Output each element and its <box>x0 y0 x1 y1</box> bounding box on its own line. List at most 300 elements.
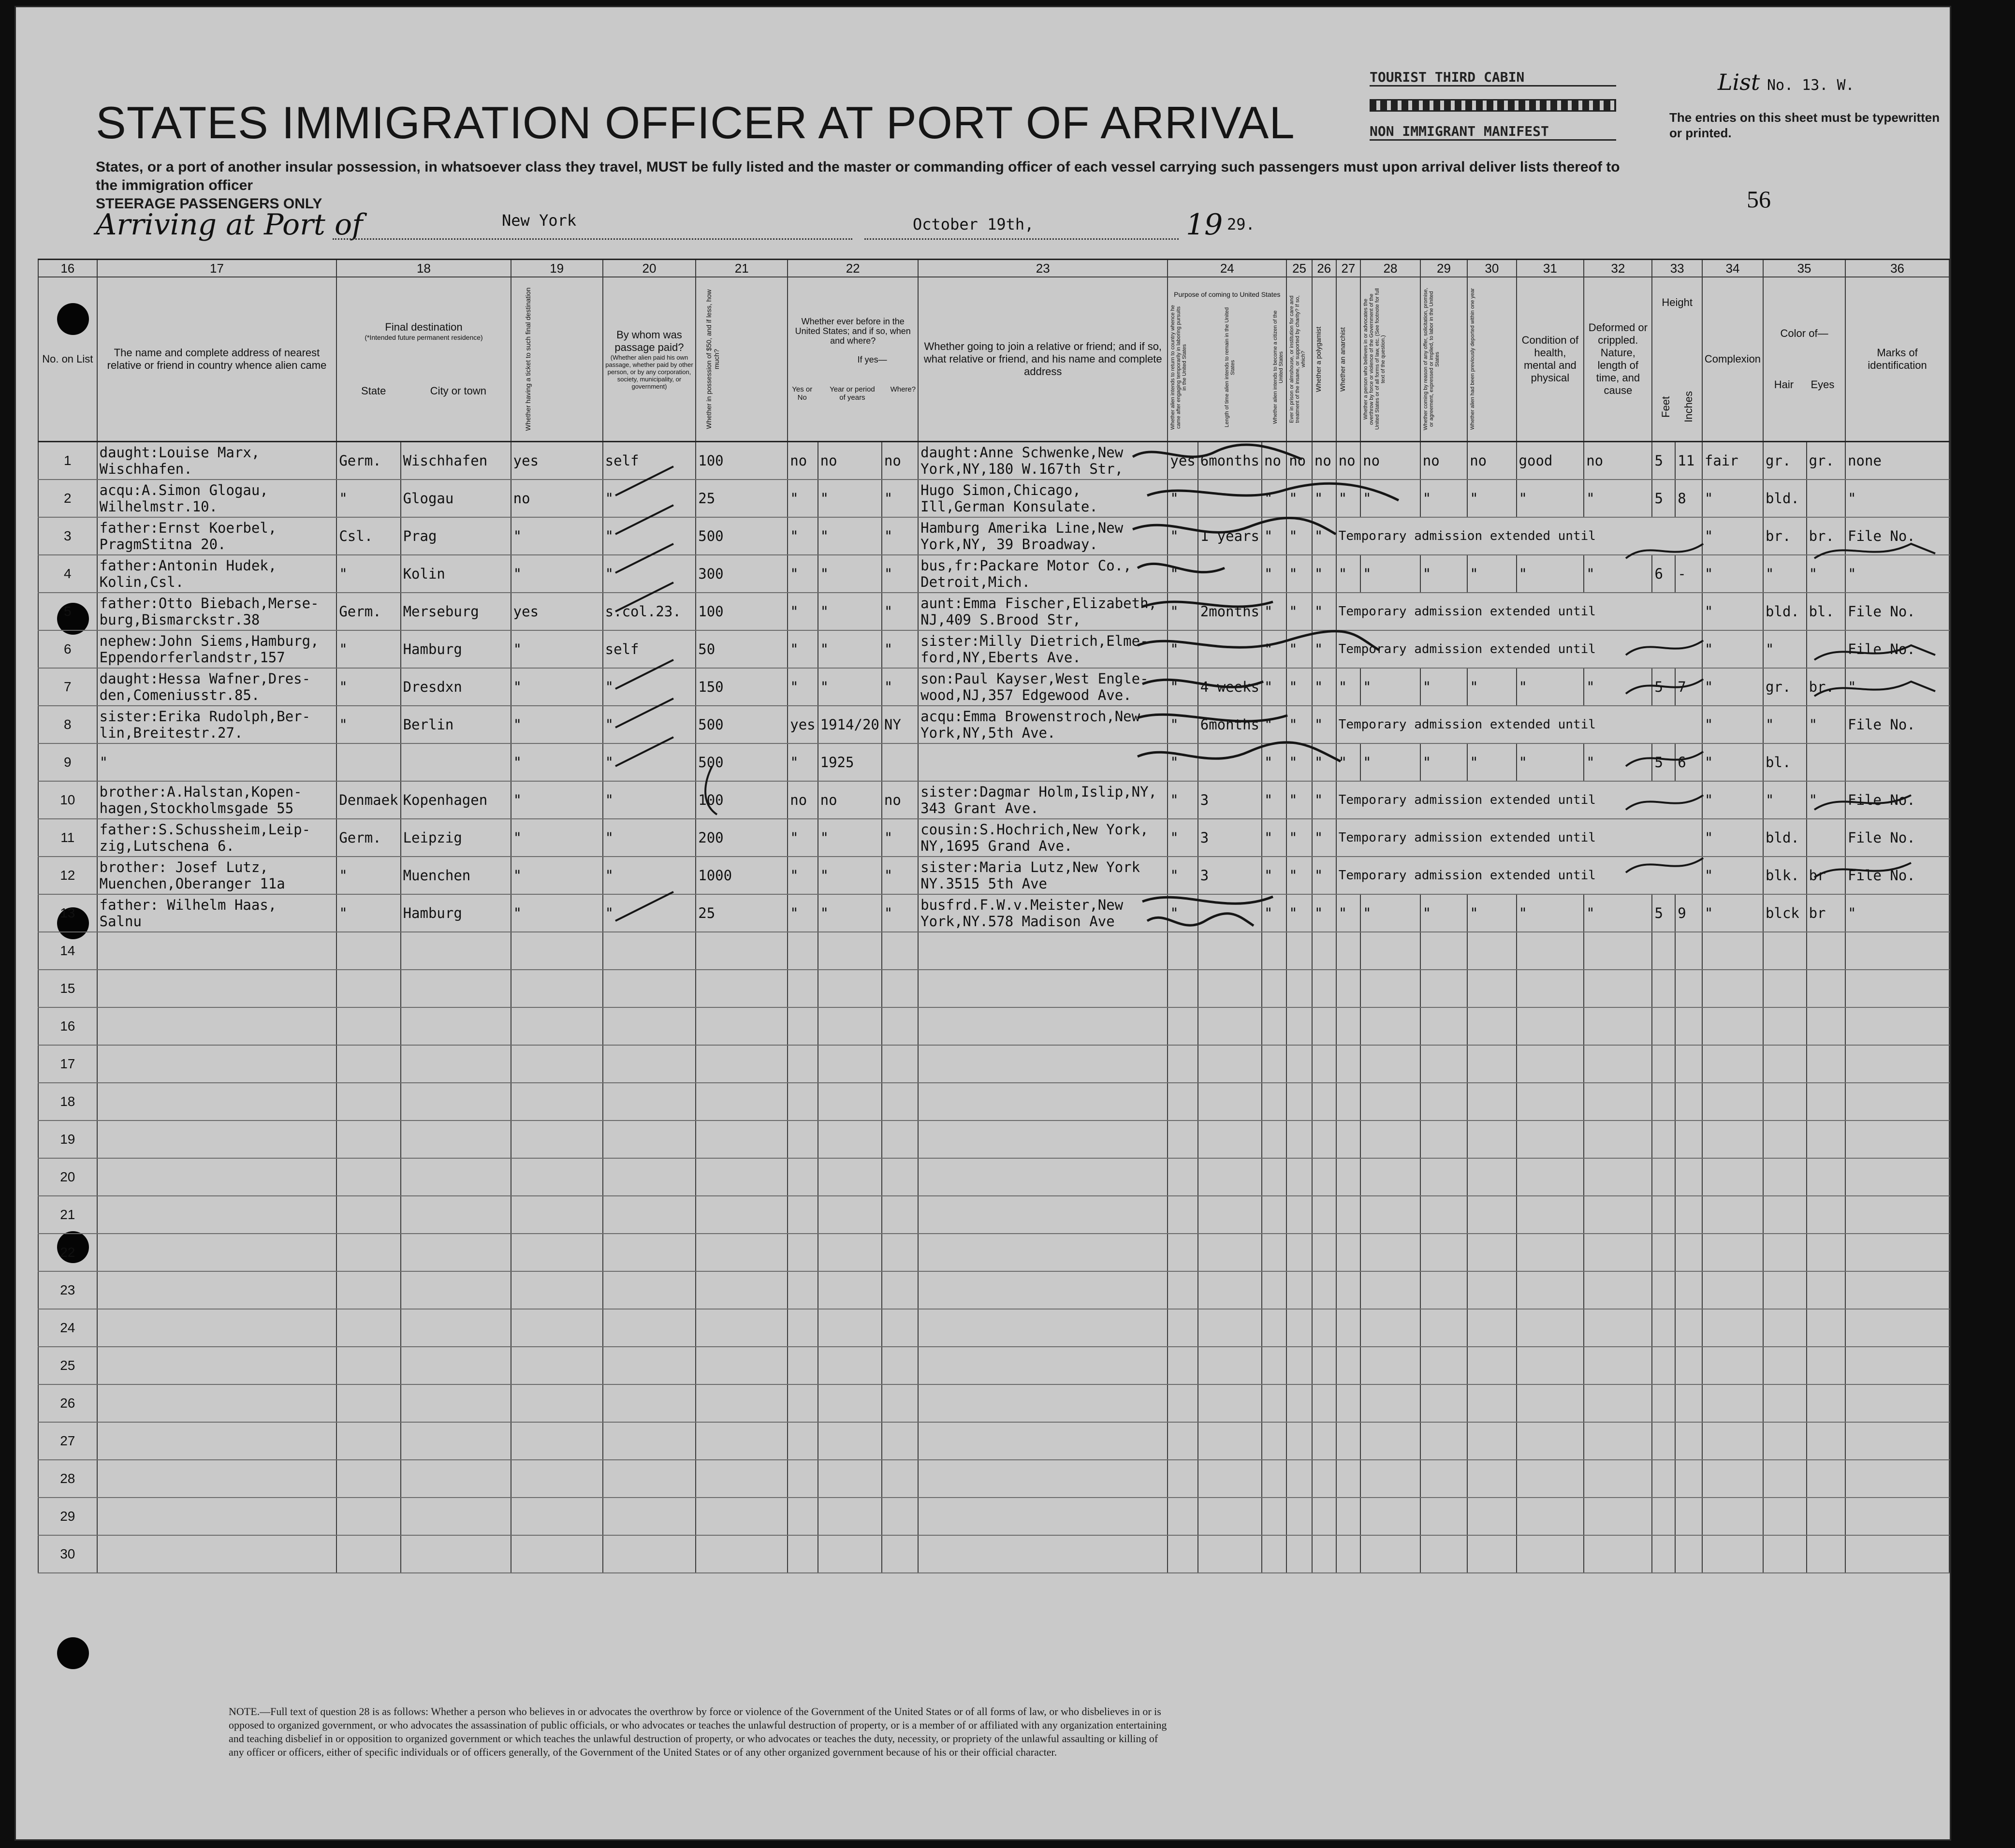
inches-value: - <box>1678 566 1686 582</box>
deformed-cell <box>1584 442 1652 480</box>
len-value: 6months <box>1200 452 1259 469</box>
row-number: 19 <box>38 1120 97 1158</box>
year-value: " <box>820 490 829 507</box>
feet-cell <box>1652 480 1675 517</box>
handwritten-annotations <box>1128 437 1418 960</box>
complexion-value: " <box>1704 603 1713 620</box>
offer-value: no <box>1422 452 1440 469</box>
table-row <box>38 1158 1949 1196</box>
dep-value: no <box>1470 452 1487 469</box>
row-number: 20 <box>38 1158 97 1196</box>
paid-value: " <box>605 905 614 921</box>
eyes-value: br <box>1809 905 1826 921</box>
city-value: Hamburg <box>403 905 462 921</box>
state-cell <box>336 706 400 743</box>
relative-cell: father:S.Schussheim,Leip- zig,Lutschena 6. <box>97 819 337 857</box>
cit-value: " <box>1264 867 1273 884</box>
inches-value: 8 <box>1678 490 1686 507</box>
anar-value: " <box>1338 566 1347 582</box>
anar-value: " <box>1338 679 1347 695</box>
dep-value: " <box>1470 905 1478 921</box>
complexion-value: " <box>1704 490 1713 507</box>
col-height: Height Feet Inches <box>1652 277 1702 442</box>
hair-value: " <box>1766 792 1774 808</box>
money-value: 200 <box>698 829 724 846</box>
prison-value: " <box>1289 867 1298 884</box>
health-cell <box>1517 668 1584 706</box>
city-value: Kolin <box>403 566 445 582</box>
year-suffix: 29. <box>1227 215 1255 233</box>
anar-value: no <box>1338 452 1356 469</box>
eyes-value: br <box>1809 867 1826 884</box>
where-value: " <box>884 867 893 884</box>
eyes-value: " <box>1809 566 1818 582</box>
marks-value: File No. <box>1848 716 1915 733</box>
joining-cell: bus,fr:Packare Motor Co., Detroit,Mich. <box>918 555 1168 593</box>
row-number: 18 <box>38 1083 97 1120</box>
state-cell <box>336 781 400 819</box>
col-complexion: Complexion <box>1702 277 1763 442</box>
prison-value: " <box>1289 490 1298 507</box>
year-cell <box>818 743 882 781</box>
extension-cell: Temporary admission extended until <box>1336 819 1702 857</box>
money-value: 100 <box>698 452 724 469</box>
ret-value: yes <box>1170 452 1196 469</box>
year-value: " <box>820 829 829 846</box>
health-cell <box>1517 743 1584 781</box>
ret-value: " <box>1170 905 1179 921</box>
city-value: Prag <box>403 528 437 544</box>
ret-value: " <box>1170 754 1179 771</box>
joining-cell: sister:Milly Dietrich,Elme- ford,NY,Eberts Ave. <box>918 630 1168 668</box>
col-overthrow: Whether a person who believes in or advocates the overthrow by force or violence of the Government of the United States or of all forms of law, etc. (See footnote for full text of the question.) <box>1360 277 1420 442</box>
row-number: 4 <box>38 555 97 593</box>
extension-cell: Temporary admission extended until <box>1336 517 1702 555</box>
poly-value: " <box>1314 829 1323 846</box>
inches-value: 9 <box>1678 905 1686 921</box>
ever-value: " <box>790 754 799 771</box>
over-value: " <box>1363 490 1372 507</box>
dep-value: " <box>1470 754 1478 771</box>
feet-value: 6 <box>1654 566 1663 582</box>
relative-cell: father:Antonin Hudek, Kolin,Csl. <box>97 555 337 593</box>
table-row <box>38 970 1949 1007</box>
row-number: 25 <box>38 1347 97 1384</box>
joining-cell: cousin:S.Hochrich,New York, NY,1695 Grand Ave. <box>918 819 1168 857</box>
len-value: 3 <box>1200 867 1209 884</box>
marks-value: File No. <box>1848 528 1915 544</box>
row-number: 13 <box>38 894 97 932</box>
year-cell <box>818 442 882 480</box>
eyes-value: gr. <box>1809 452 1834 469</box>
ret-value: " <box>1170 792 1179 808</box>
ever-value: " <box>790 905 799 921</box>
offer-cell <box>1420 668 1467 706</box>
joining-cell: aunt:Emma Fischer,Elizabeth, NJ,409 S.Brood Str, <box>918 593 1168 630</box>
anar-value: " <box>1338 490 1347 507</box>
city-cell <box>401 555 511 593</box>
ever-value: " <box>790 490 799 507</box>
row-number: 14 <box>38 932 97 970</box>
deformed-value: " <box>1586 490 1595 507</box>
offer-cell <box>1420 442 1467 480</box>
marks-value: File No. <box>1848 641 1915 657</box>
ticket-cell <box>511 630 603 668</box>
where-value: " <box>884 603 893 620</box>
complexion-value: " <box>1704 641 1713 657</box>
health-value: " <box>1519 566 1528 582</box>
state-value: " <box>339 641 348 657</box>
table-row <box>38 1384 1949 1422</box>
col-color-of: Color of— Hair Eyes <box>1763 277 1845 442</box>
ret-value: " <box>1170 528 1179 544</box>
row-number: 1 <box>38 442 97 480</box>
len-value: 6months <box>1200 716 1259 733</box>
year-cell <box>818 819 882 857</box>
file-number-strokes <box>1621 534 1950 902</box>
ever-value: yes <box>790 716 816 733</box>
cit-value: no <box>1264 452 1281 469</box>
anar-value: " <box>1338 754 1347 771</box>
table-row <box>38 442 1949 480</box>
dep-cell <box>1467 743 1516 781</box>
poly-value: " <box>1314 679 1323 695</box>
eyes-value: br. <box>1809 528 1834 544</box>
year-cell <box>818 894 882 932</box>
paid-value: self <box>605 452 639 469</box>
where-cell <box>882 555 918 593</box>
over-value: " <box>1363 754 1372 771</box>
city-value: Dresdxn <box>403 679 462 695</box>
health-cell <box>1517 442 1584 480</box>
complexion-value: " <box>1704 716 1713 733</box>
state-cell <box>336 517 400 555</box>
money-value: 1000 <box>698 867 732 884</box>
city-cell <box>401 668 511 706</box>
row-number: 11 <box>38 819 97 857</box>
row-number: 24 <box>38 1309 97 1347</box>
marks-value: " <box>1848 679 1856 695</box>
col-final-destination: Final destination (*Intended future permanent residence) State City or town <box>336 277 511 442</box>
row-number: 7 <box>38 668 97 706</box>
complexion-value: " <box>1704 867 1713 884</box>
year-value: " <box>820 905 829 921</box>
year-prefix: 19 <box>1186 208 1223 242</box>
city-value: Kopenhagen <box>403 792 488 808</box>
eyes-value: bl. <box>1809 603 1834 620</box>
where-value: " <box>884 905 893 921</box>
dep-value: " <box>1470 490 1478 507</box>
eyes-cell <box>1807 480 1845 517</box>
extension-cell: Temporary admission extended until <box>1336 630 1702 668</box>
deformed-value: " <box>1586 754 1595 771</box>
paid-value: " <box>605 490 614 507</box>
ticket-value: " <box>513 716 522 733</box>
ret-value: " <box>1170 490 1179 507</box>
city-cell <box>401 706 511 743</box>
prison-value: " <box>1289 905 1298 921</box>
relative-cell: brother: Josef Lutz, Muenchen,Oberanger 11a <box>97 857 337 894</box>
paid-value: " <box>605 566 614 582</box>
prison-value: " <box>1289 566 1298 582</box>
table-row <box>38 1347 1949 1384</box>
ever-value: " <box>790 829 799 846</box>
ever-value: " <box>790 867 799 884</box>
year-cell <box>818 630 882 668</box>
hair-value: " <box>1766 641 1774 657</box>
year-value: 1925 <box>820 754 854 771</box>
ticket-cell <box>511 668 603 706</box>
len-value: 3 <box>1200 829 1209 846</box>
joining-cell: sister:Maria Lutz,New York NY.3515 5th Ave <box>918 857 1168 894</box>
health-value: " <box>1519 754 1528 771</box>
table-row <box>38 1271 1949 1309</box>
row-number: 5 <box>38 593 97 630</box>
anar-value: " <box>1338 905 1347 921</box>
city-cell <box>401 894 511 932</box>
paid-value: " <box>605 754 614 771</box>
ever-value: " <box>790 566 799 582</box>
relative-cell: sister:Erika Rudolph,Ber- lin,Breitestr.27. <box>97 706 337 743</box>
where-cell <box>882 743 918 781</box>
ret-value: " <box>1170 829 1179 846</box>
date-value: October 19th, <box>913 215 1034 233</box>
table-row <box>38 1196 1949 1234</box>
where-cell <box>882 781 918 819</box>
where-value: " <box>884 528 893 544</box>
marks-cell <box>1845 480 1949 517</box>
complexion-value: " <box>1704 829 1713 846</box>
col-prison: Ever in prison or almshouse, or institution for care and treatment of the insane, or supported by charity? If so, which? <box>1286 277 1312 442</box>
year-value: " <box>820 566 829 582</box>
prison-value: " <box>1289 792 1298 808</box>
year-cell <box>818 480 882 517</box>
state-value: " <box>339 679 348 695</box>
complexion-cell <box>1702 480 1763 517</box>
col-deformed: Deformed or crippled. Nature, length of time, and cause <box>1584 277 1652 442</box>
prison-value: no <box>1289 452 1306 469</box>
ever-value: no <box>790 792 807 808</box>
money-value: 300 <box>698 566 724 582</box>
eyes-value: br. <box>1809 679 1834 695</box>
hair-value: bld. <box>1766 829 1799 846</box>
row-number: 28 <box>38 1460 97 1498</box>
len-value: 4 weeks <box>1200 679 1259 695</box>
year-value: " <box>820 603 829 620</box>
offer-value: " <box>1422 566 1431 582</box>
col-purpose: Purpose of coming to United States Whether alien intends to return to country whence he came after engaging temporarily in laboring pursuits in the United States Length of time alien intends to remain in the United States Whether alien intends to become a citizen of the United States <box>1168 277 1286 442</box>
prison-value: " <box>1289 528 1298 544</box>
col-health: Condition of health, mental and physical <box>1517 277 1584 442</box>
marks-value: File No. <box>1848 792 1915 808</box>
relative-cell: brother:A.Halstan,Kopen- hagen,Stockholmsgade 55 <box>97 781 337 819</box>
table-row <box>38 1460 1949 1498</box>
table-row <box>38 1007 1949 1045</box>
len-value: 3 <box>1200 792 1209 808</box>
deformed-value: " <box>1586 905 1595 921</box>
poly-value: " <box>1314 566 1323 582</box>
prison-value: " <box>1289 603 1298 620</box>
year-value: 1914/20 <box>820 716 879 733</box>
year-value: " <box>820 679 829 695</box>
health-cell <box>1517 555 1584 593</box>
ticket-value: " <box>513 528 522 544</box>
joining-cell: busfrd.F.W.v.Meister,New York,NY.578 Madison Ave <box>918 894 1168 932</box>
ticket-cell <box>511 819 603 857</box>
city-cell <box>401 517 511 555</box>
joining-cell: acqu:Emma Browenstroch,New York,NY,5th Ave. <box>918 706 1168 743</box>
city-cell <box>401 593 511 630</box>
city-cell <box>401 857 511 894</box>
deformed-cell <box>1584 480 1652 517</box>
state-value: " <box>339 905 348 921</box>
money-value: 500 <box>698 716 724 733</box>
prison-value: " <box>1289 754 1298 771</box>
where-value: " <box>884 679 893 695</box>
where-value: no <box>884 792 901 808</box>
inches-cell <box>1675 480 1702 517</box>
where-cell <box>882 668 918 706</box>
ticket-cell <box>511 894 603 932</box>
deformed-value: no <box>1586 452 1604 469</box>
marks-value: File No. <box>1848 603 1915 620</box>
relative-cell: daught:Hessa Wafner,Dres- den,Comeniusstr.85. <box>97 668 337 706</box>
where-cell <box>882 630 918 668</box>
poly-value: " <box>1314 754 1323 771</box>
ticket-value: " <box>513 792 522 808</box>
feet-cell <box>1652 442 1675 480</box>
form-title: STATES IMMIGRATION OFFICER AT PORT OF ARRIVAL <box>96 97 1295 148</box>
col-anarchist: Whether an anarchist <box>1336 277 1360 442</box>
where-cell <box>882 857 918 894</box>
deformed-value: " <box>1586 679 1595 695</box>
year-value: " <box>820 528 829 544</box>
offer-value: " <box>1422 754 1431 771</box>
where-cell <box>882 517 918 555</box>
col-nearest-relative: The name and complete address of nearest relative or friend in country whence alien came <box>97 277 337 442</box>
inches-cell <box>1675 442 1702 480</box>
inches-value: 11 <box>1678 452 1695 469</box>
list-number: No. 13. W. <box>1767 77 1854 94</box>
prison-value: " <box>1289 679 1298 695</box>
poly-value: no <box>1314 452 1331 469</box>
ticket-cell <box>511 555 603 593</box>
col-no-on-list: No. on List <box>38 277 97 442</box>
year-cell <box>818 593 882 630</box>
paid-value: self <box>605 641 639 657</box>
eyes-value: " <box>1809 792 1818 808</box>
row-number: 9 <box>38 743 97 781</box>
state-cell <box>336 442 400 480</box>
ticket-cell <box>511 857 603 894</box>
offer-value: " <box>1422 679 1431 695</box>
col-joining: Whether going to join a relative or friend; and if so, what relative or friend, and his name and complete address <box>918 277 1168 442</box>
extension-cell: Temporary admission extended until <box>1336 857 1702 894</box>
ticket-value: " <box>513 679 522 695</box>
city-cell <box>401 819 511 857</box>
where-value: " <box>884 490 893 507</box>
health-value: good <box>1519 452 1553 469</box>
page-number: 56 <box>1747 186 1771 213</box>
col-passage-paid: By whom was passage paid? (Whether alien paid his own passage, whether paid by other person, or by any corporation, society, municipality, or government) <box>603 277 696 442</box>
marks-value: none <box>1848 452 1882 469</box>
money-value: 25 <box>698 490 715 507</box>
table-row <box>38 1234 1949 1271</box>
year-value: " <box>820 867 829 884</box>
poly-value: " <box>1314 867 1323 884</box>
deformed-value: " <box>1586 566 1595 582</box>
money-value: 100 <box>698 603 724 620</box>
paid-value: s.col.23. <box>605 603 681 620</box>
relative-cell: nephew:John Siems,Hamburg, Eppendorferlandstr,157 <box>97 630 337 668</box>
state-value: " <box>339 716 348 733</box>
over-value: " <box>1363 679 1372 695</box>
marks-cell <box>1845 442 1949 480</box>
complexion-value: " <box>1704 679 1713 695</box>
ret-value: " <box>1170 679 1179 695</box>
offer-value: " <box>1422 905 1431 921</box>
paid-value: " <box>605 867 614 884</box>
offer-cell <box>1420 480 1467 517</box>
over-value: " <box>1363 566 1372 582</box>
money-value: 150 <box>698 679 724 695</box>
complexion-value: " <box>1704 528 1713 544</box>
state-value: Germ. <box>339 452 381 469</box>
health-value: " <box>1519 905 1528 921</box>
row-number: 2 <box>38 480 97 517</box>
relative-cell: father:Otto Biebach,Merse- burg,Bismarckstr.38 <box>97 593 337 630</box>
list-label: List No. 13. W. <box>1718 69 1854 95</box>
state-cell <box>336 480 400 517</box>
prison-value: " <box>1289 716 1298 733</box>
ticket-value: " <box>513 905 522 921</box>
poly-value: " <box>1314 603 1323 620</box>
where-value: no <box>884 452 901 469</box>
city-cell <box>401 630 511 668</box>
year-value: no <box>820 792 837 808</box>
money-value: 50 <box>698 641 715 657</box>
dep-cell <box>1467 442 1516 480</box>
form-subtitle: States, or a port of another insular possession, in whatsoever class they travel, MUST be fully listed and the master or commanding officer of each vessel carrying such passengers must upon arrival deliver lists thereof to the immigration officer STEERAGE PASSENGERS ONLY <box>96 159 1620 212</box>
marks-value: " <box>1848 490 1856 507</box>
table-row <box>38 1045 1949 1083</box>
poly-value: " <box>1314 792 1323 808</box>
hair-value: " <box>1766 566 1774 582</box>
ticket-cell <box>511 593 603 630</box>
relative-cell: father: Wilhelm Haas, Salnu <box>97 894 337 932</box>
over-value: " <box>1363 905 1372 921</box>
ever-value: " <box>790 528 799 544</box>
where-value: NY <box>884 716 901 733</box>
poly-value: " <box>1314 528 1323 544</box>
poly-value: " <box>1314 641 1323 657</box>
table-row <box>38 1120 1949 1158</box>
paid-value: " <box>605 528 614 544</box>
poly-value: " <box>1314 905 1323 921</box>
city-value: Berlin <box>403 716 454 733</box>
feet-value: 5 <box>1654 754 1663 771</box>
paid-value: " <box>605 716 614 733</box>
row-number: 15 <box>38 970 97 1007</box>
footnote: NOTE.—Full text of question 28 is as follows: Whether a person who believes in or advocates the overthrow by force or violence of the Government of the United States or of all forms of law, or who disbelieves in or is opposed to organized government, or who advocates the assassination of public officials, or who advocates or teaches the unlawful destruction of property, or is a member of or affiliated with any organization entertaining and teaching disbelief in or opposition to organized government or which teaches the unlawful destruction of property, or who advocates or teaches the duty, necessity, or propriety of the unlawful assaulting or killing of any officer or officers, either of specific individuals or of officers generally, of the Government of the United States or of any other organized government because of his or their official character. <box>229 1705 1167 1758</box>
state-cell <box>336 743 400 781</box>
joining-cell: daught:Anne Schwenke,New York,NY,180 W.167th Str, <box>918 442 1168 480</box>
ever-value: " <box>790 641 799 657</box>
feet-value: 5 <box>1654 679 1663 695</box>
row-number: 22 <box>38 1234 97 1271</box>
marks-value: " <box>1848 566 1856 582</box>
eyes-cell <box>1807 442 1845 480</box>
